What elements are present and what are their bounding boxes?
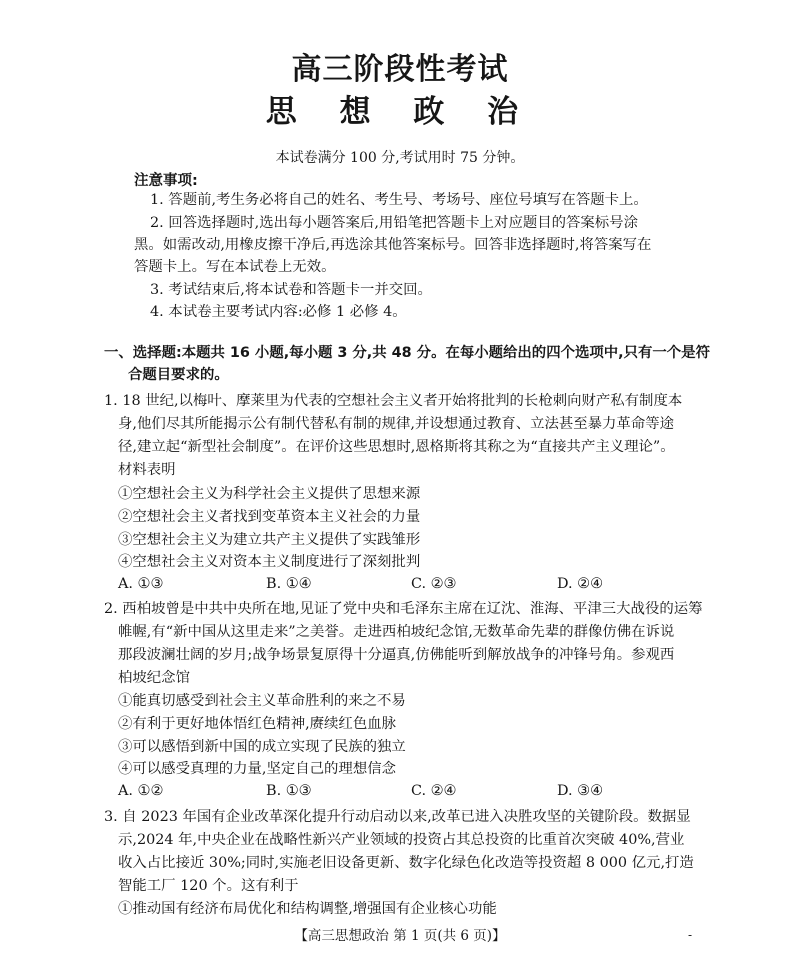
notice-line: 1. 答题前,考生务必将自己的姓名、考生号、考场号、座位号填写在答题卡上。	[150, 192, 648, 208]
notice-line: 3. 考试结束后,将本试卷和答题卡一并交回。	[150, 282, 432, 298]
corner-mark: -	[688, 928, 693, 942]
question-stem-line: 1. 18 世纪,以梅叶、摩莱里为代表的空想社会主义者开始将批判的长枪刺向财产私有制度本	[104, 393, 683, 409]
question-item: ②有利于更好地体悟红色精神,赓续红色血脉	[118, 716, 396, 732]
answer-option-b: B. ①④	[266, 576, 312, 592]
section-heading-cont: 合题目要求的。	[128, 367, 229, 383]
question-stem-line: 柏坡纪念馆	[118, 670, 190, 686]
question-stem-line: 帷幄,有“新中国从这里走来”之美誉。走进西柏坡纪念馆,无数革命先辈的群像仿佛在诉说	[118, 624, 675, 640]
question-item: ④可以感受真理的力量,坚定自己的理想信念	[118, 761, 396, 777]
answer-option-b: B. ①③	[266, 783, 312, 799]
question-stem-line: 材料表明	[118, 462, 176, 478]
section-heading: 一、选择题:本题共 16 小题,每小题 3 分,共 48 分。在每小题给出的四个选项中,只有一个是符	[104, 345, 710, 361]
question-stem-line: 智能工厂 120 个。这有利于	[118, 878, 299, 894]
question-item: ①能真切感受到社会主义革命胜利的来之不易	[118, 693, 406, 709]
question-item: ②空想社会主义者找到变革资本主义社会的力量	[118, 509, 421, 525]
question-item: ③可以感悟到新中国的成立实现了民族的独立	[118, 739, 406, 755]
question-item: ①推动国有经济布局优化和结构调整,增强国有企业核心功能	[118, 901, 497, 917]
question-stem-line: 2. 西柏坡曾是中共中央所在地,见证了党中央和毛泽东主席在辽沈、淮海、平津三大战役的运筹	[104, 601, 703, 617]
question-stem-line: 收入占比接近 30%;同时,实施老旧设备更新、数字化绿色化改造等投资超 8 000 亿元,打造	[118, 855, 694, 871]
question-item: ③空想社会主义为建立共产主义提供了实践雏形	[118, 532, 421, 548]
answer-option-c: C. ②③	[411, 576, 457, 592]
answer-option-a: A. ①②	[118, 783, 164, 799]
answer-option-c: C. ②④	[411, 783, 457, 799]
answer-option-d: D. ②④	[557, 576, 603, 592]
notice-line: 答题卡上。写在本试卷上无效。	[134, 259, 336, 275]
exam-intro: 本试卷满分 100 分,考试用时 75 分钟。	[275, 150, 525, 166]
question-stem-line: 示,2024 年,中央企业在战略性新兴产业领域的投资占其总投资的比重首次突破 40%,营业	[118, 832, 685, 848]
question-stem-line: 那段波澜壮阔的岁月;战争场景复原得十分逼真,仿佛能听到解放战争的冲锋号角。参观西	[118, 647, 675, 663]
notice-line: 4. 本试卷主要考试内容:必修 1 必修 4。	[150, 304, 407, 320]
question-stem-line: 3. 自 2023 年国有企业改革深化提升行动启动以来,改革已进入决胜攻坚的关键阶段。数据显	[104, 809, 691, 825]
notice-heading: 注意事项:	[134, 173, 198, 189]
question-item: ④空想社会主义对资本主义制度进行了深刻批判	[118, 554, 421, 570]
exam-title: 高三阶段性考试	[291, 52, 509, 87]
subject-title: 思 想 政 治	[265, 94, 535, 130]
page-footer: 【高三思想政治 第 1 页(共 6 页)】	[294, 928, 506, 944]
question-stem-line: 径,建立起“新型社会制度”。在评价这些思想时,恩格斯将其称之为“直接共产主义理论”。	[118, 439, 675, 455]
notice-line: 2. 回答选择题时,选出每小题答案后,用铅笔把答题卡上对应题目的答案标号涂	[150, 215, 638, 231]
question-item: ①空想社会主义为科学社会主义提供了思想来源	[118, 486, 421, 502]
answer-option-a: A. ①③	[118, 576, 164, 592]
notice-line: 黑。如需改动,用橡皮擦干净后,再选涂其他答案标号。回答非选择题时,将答案写在	[134, 237, 652, 253]
answer-option-d: D. ③④	[557, 783, 603, 799]
question-stem-line: 身,他们尽其所能揭示公有制代替私有制的规律,并设想通过教育、立法甚至暴力革命等途	[118, 416, 674, 432]
